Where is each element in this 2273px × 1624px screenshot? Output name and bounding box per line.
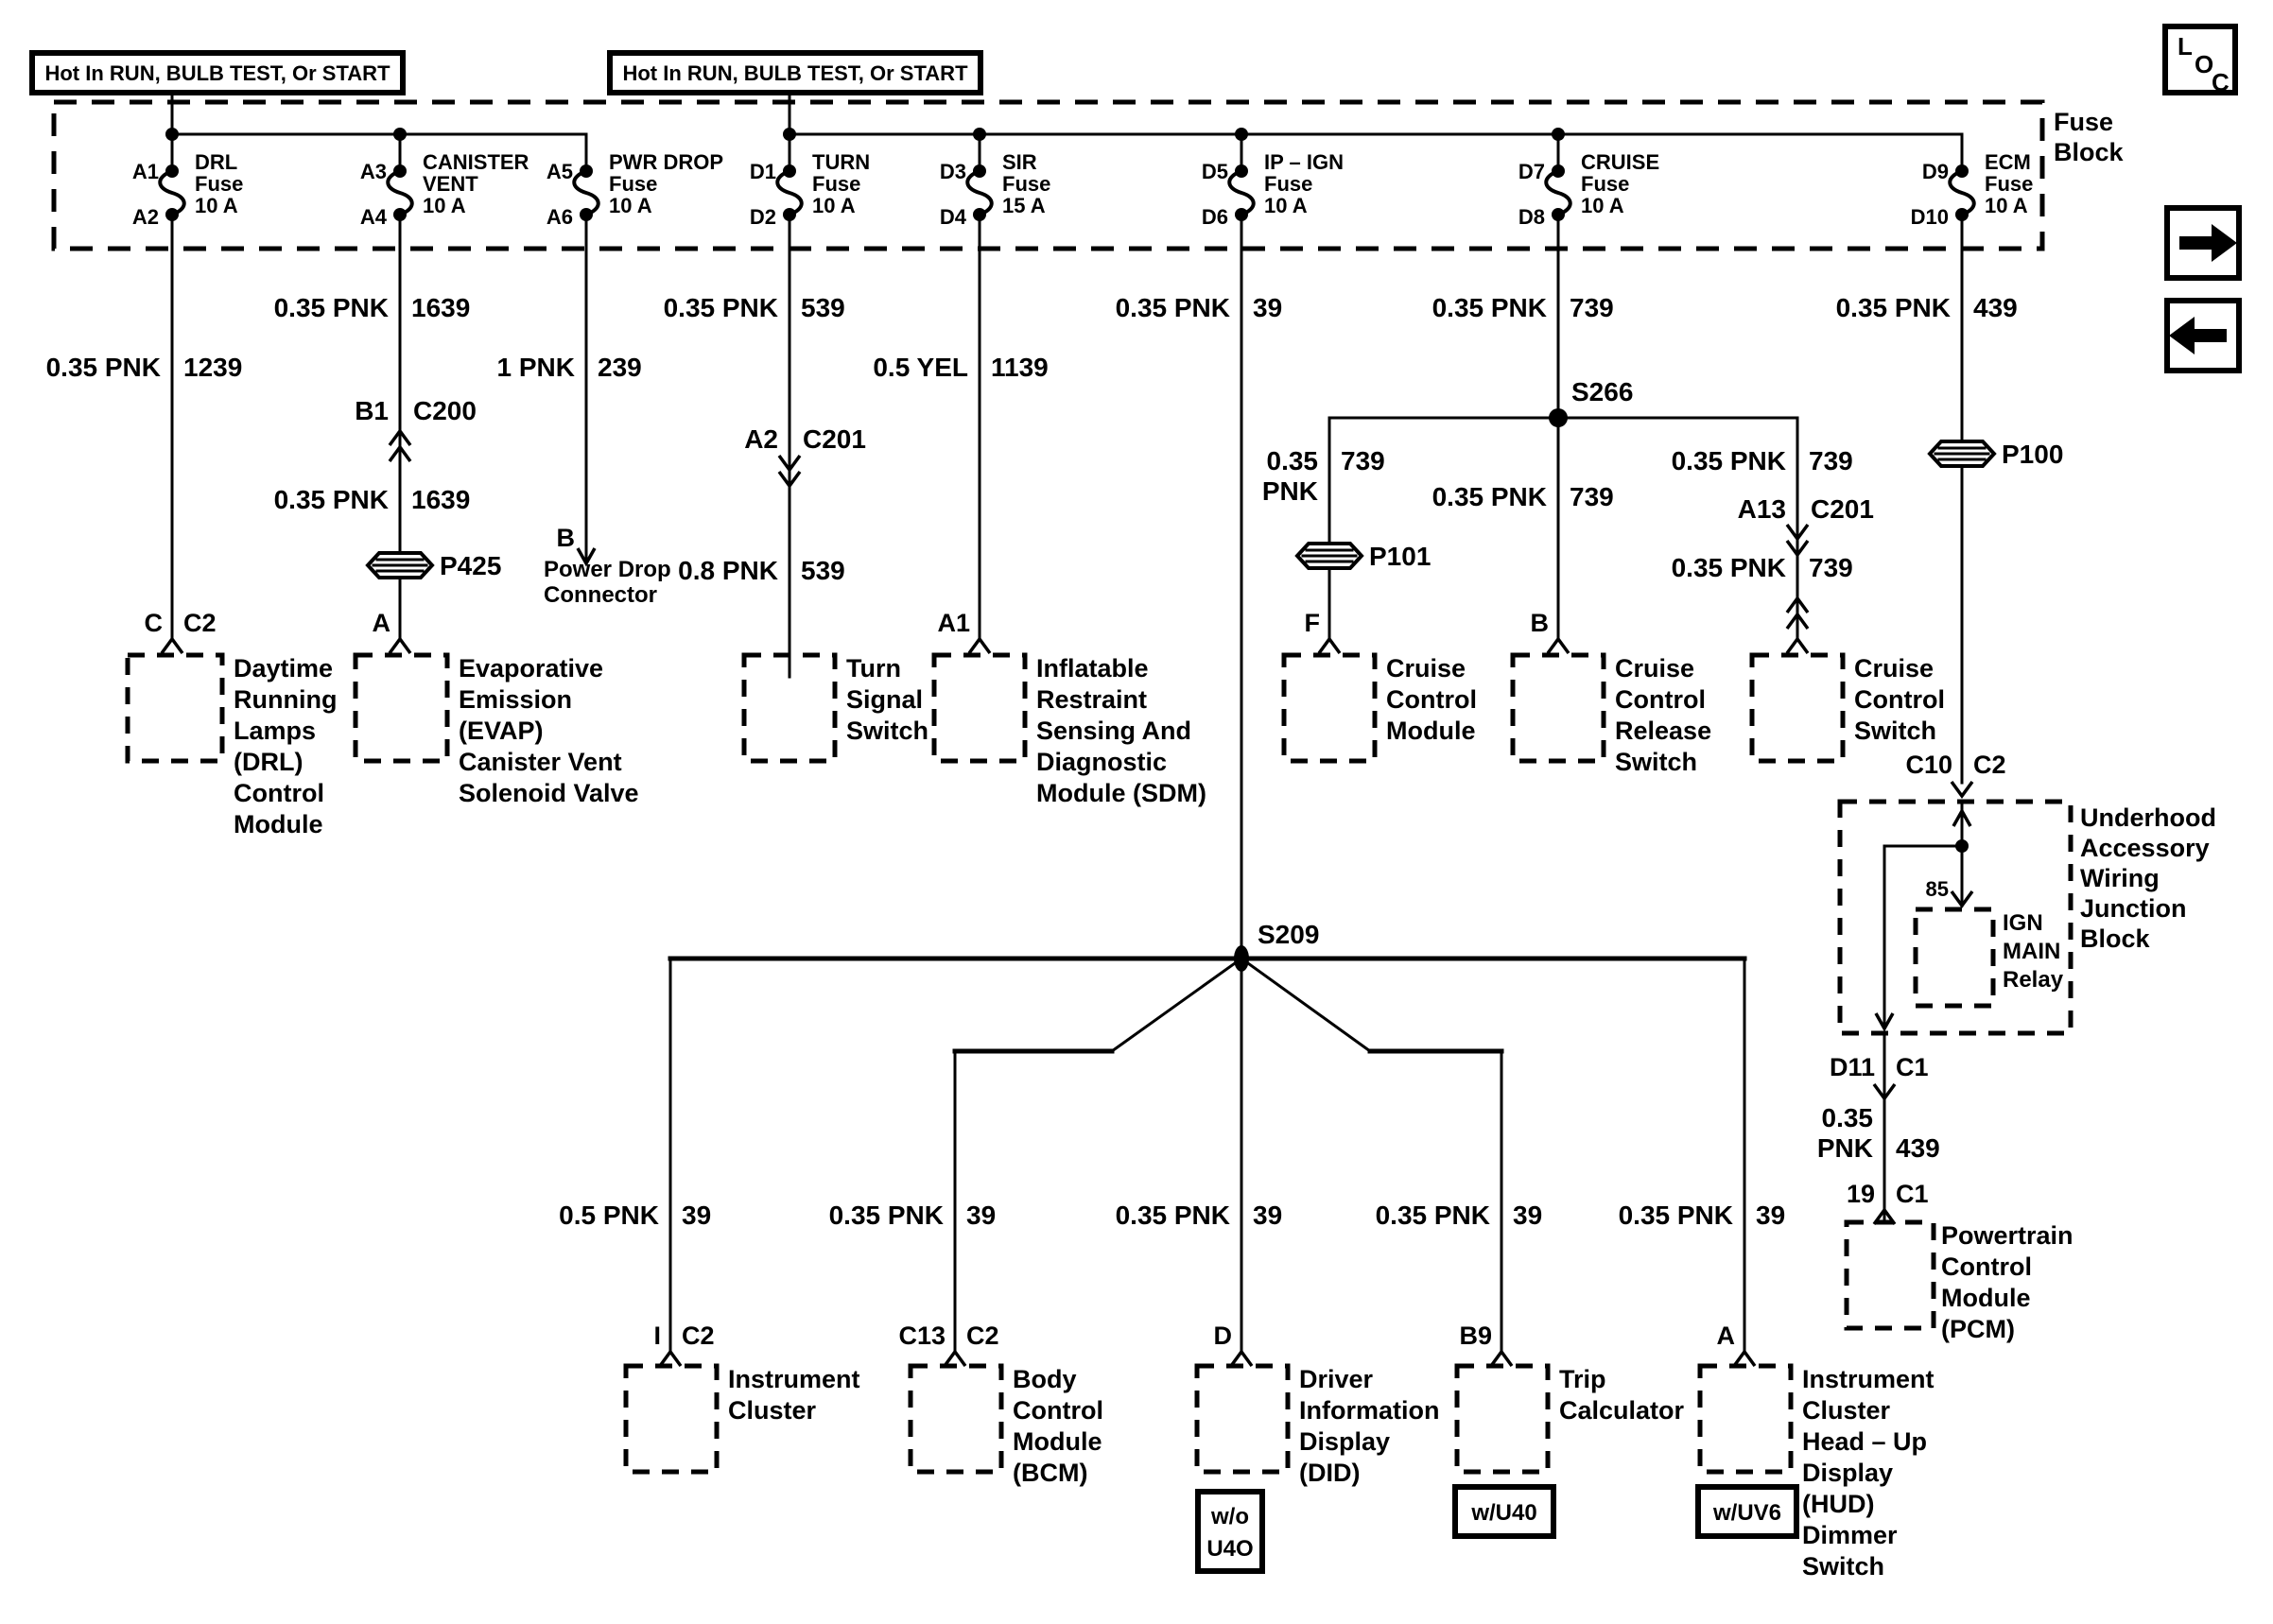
terminal-pin-label: C	[144, 609, 163, 637]
module-label-line: Daytime	[234, 654, 334, 682]
module-label-line: Junction	[2080, 894, 2187, 923]
module-label-line: Instrument	[728, 1365, 860, 1393]
wire-gauge-label: 0.5 YEL	[873, 353, 968, 382]
wire-gauge-label: 0.35 PNK	[828, 1201, 944, 1230]
wire-gauge-label: PNK	[1261, 476, 1318, 506]
module-label-line: Wiring	[2080, 864, 2160, 892]
loc-letter: L	[2178, 32, 2193, 60]
module-label-line: Body	[1013, 1365, 1077, 1393]
module-label-line: Evaporative	[459, 654, 604, 682]
module-label-line: Module	[234, 810, 323, 838]
grommet-label: P101	[1369, 542, 1431, 571]
wire-circuit-label: 39	[1253, 293, 1283, 322]
module-label-line: Cruise	[1615, 654, 1695, 682]
module-label-line: Module	[1013, 1427, 1102, 1456]
fuse-block-label: Block	[2054, 138, 2124, 166]
wire-gauge-label: 0.35 PNK	[1375, 1201, 1490, 1230]
junction-dot	[1955, 839, 1969, 853]
module-label-line: Module (SDM)	[1036, 779, 1206, 807]
module-label-line: Control	[1013, 1396, 1103, 1425]
wire-circuit-label: 1139	[991, 353, 1049, 382]
module-label-line: Dimmer	[1802, 1521, 1898, 1549]
wire-circuit-label: 739	[1570, 293, 1614, 322]
connector-pin-label: A13	[1737, 494, 1786, 524]
wire-circuit-label: 739	[1570, 482, 1614, 511]
grommet-label: P425	[440, 551, 502, 580]
junction-dot	[1235, 128, 1248, 141]
wire-gauge-label: 0.35 PNK	[1671, 553, 1786, 582]
wire-gauge-label: 0.35 PNK	[663, 293, 778, 322]
fuse-pin-label: D7	[1518, 160, 1545, 183]
module-label-line: Emission	[459, 685, 573, 714]
wire-gauge-label: 0.35 PNK	[273, 293, 389, 322]
module-label-line: Accessory	[2080, 834, 2210, 862]
fuse-pin-label: D6	[1201, 205, 1228, 229]
module-label-line: Powertrain	[1941, 1221, 2073, 1250]
module-label-line: Underhood	[2080, 803, 2216, 832]
fuse-name-line: ECM	[1985, 150, 2031, 174]
fuse-pin-label: D1	[749, 160, 776, 183]
module-label-line: Switch	[1802, 1552, 1885, 1581]
power-source-header-label: Hot In RUN, BULB TEST, Or START	[622, 61, 968, 85]
wire-gauge-label: 0.35 PNK	[1115, 293, 1230, 322]
fuse-pin-label: A3	[359, 160, 387, 183]
module-label-line: (EVAP)	[459, 717, 544, 745]
module-label-line: Sensing And	[1036, 717, 1192, 745]
wire-circuit-label: 739	[1809, 553, 1853, 582]
fuse-name-line: DRL	[195, 150, 238, 174]
terminal-pin-label: 19	[1846, 1180, 1875, 1208]
module-label-line: Relay	[2003, 967, 2064, 993]
splice-label: S209	[1258, 920, 1320, 949]
fuse-name-line: 10 A	[812, 194, 856, 217]
module-label-line: IGN	[2003, 910, 2043, 936]
fuse-pin-label: A4	[359, 205, 387, 229]
wire-gauge-label: 0.5 PNK	[559, 1201, 659, 1230]
wire-circuit-label: 539	[801, 556, 845, 585]
module-label-line: Trip	[1559, 1365, 1606, 1393]
module-label-line: Release	[1615, 717, 1712, 745]
junction-dot	[783, 128, 796, 141]
fuse-name-line: 10 A	[1985, 194, 2028, 217]
module-label-line: Restraint	[1036, 685, 1148, 714]
wire-gauge-label: 0.35 PNK	[1431, 293, 1547, 322]
wire-circuit-label: 239	[598, 353, 642, 382]
wire-gauge-label: 0.35 PNK	[1431, 482, 1547, 511]
fuse-name-line: Fuse	[609, 172, 658, 196]
fuse-block-label: Fuse	[2054, 108, 2114, 136]
fuse-pin-label: D10	[1910, 205, 1949, 229]
module-label-line: Signal	[846, 685, 924, 714]
module-label-line: Block	[2080, 924, 2150, 953]
fuse-name-line: 10 A	[609, 194, 652, 217]
terminal-pin-label: D	[1213, 1322, 1232, 1350]
fuse-name-line: CANISTER	[423, 150, 529, 174]
fuse-name-line: 15 A	[1002, 194, 1046, 217]
module-label-line: Instrument	[1802, 1365, 1935, 1393]
option-tag-line: w/o	[1211, 1504, 1249, 1529]
module-label-line: Information	[1299, 1396, 1440, 1425]
module-label-line: Running	[234, 685, 338, 714]
fuse-name-line: Fuse	[1264, 172, 1313, 196]
fuse-name-line: TURN	[812, 150, 871, 174]
grommet-label: P100	[2002, 440, 2064, 469]
wire-gauge-label: PNK	[1816, 1133, 1873, 1163]
terminal-connector-label: C1	[1896, 1053, 1929, 1081]
annotation-line: Power Drop	[544, 557, 671, 582]
option-tag-line: w/U40	[1471, 1500, 1537, 1526]
wire-gauge-label: 0.8 PNK	[678, 556, 778, 585]
option-tag-line: w/UV6	[1712, 1500, 1782, 1526]
power-source-header-label: Hot In RUN, BULB TEST, Or START	[44, 61, 390, 85]
module-label-line: Display	[1299, 1427, 1391, 1456]
fuse-pin-label: D4	[939, 205, 966, 229]
junction-dot	[973, 128, 986, 141]
fuse-name-line: IP – IGN	[1264, 150, 1344, 174]
terminal-pin-label: 85	[1925, 877, 1949, 901]
splice-label: S266	[1571, 377, 1634, 406]
fuse-name-line: Fuse	[195, 172, 244, 196]
module-label-line: Diagnostic	[1036, 748, 1168, 776]
wire-circuit-label: 39	[966, 1201, 997, 1230]
module-label-line: Module	[1941, 1284, 2031, 1312]
module-label-line: Switch	[1854, 717, 1937, 745]
module-label-line: Driver	[1299, 1365, 1374, 1393]
fuse-pin-label: A5	[546, 160, 573, 183]
fuse-name-line: SIR	[1002, 150, 1037, 174]
wire-circuit-label: 539	[801, 293, 845, 322]
module-label-line: Cluster	[1802, 1396, 1891, 1425]
terminal-pin-label: D11	[1829, 1053, 1875, 1081]
fuse-pin-label: D9	[1921, 160, 1949, 183]
wire-gauge-label: 0.35 PNK	[273, 485, 389, 514]
fuse-pin-label: D3	[939, 160, 966, 183]
fuse-pin-label: D5	[1201, 160, 1228, 183]
module-label-line: (PCM)	[1941, 1315, 2015, 1343]
terminal-pin-label: A1	[937, 609, 970, 637]
module-label-line: Module	[1386, 717, 1476, 745]
wire-gauge-label: 0.35	[1266, 446, 1318, 475]
module-label-line: Display	[1802, 1459, 1894, 1487]
junction-dot	[393, 128, 407, 141]
fuse-pin-label: D8	[1518, 205, 1545, 229]
terminal-connector-label: C2	[966, 1322, 999, 1350]
module-label-line: Solenoid Valve	[459, 779, 639, 807]
terminal-pin-label: C10	[1905, 751, 1952, 779]
module-label-line: Control	[1615, 685, 1706, 714]
wire-gauge-label: 1 PNK	[496, 353, 575, 382]
fuse-name-line: Fuse	[812, 172, 861, 196]
junction-dot	[165, 128, 179, 141]
wire-circuit-label: 39	[1756, 1201, 1786, 1230]
wire-gauge-label: 0.35 PNK	[45, 353, 161, 382]
fuse-name-line: CRUISE	[1581, 150, 1660, 174]
wire-gauge-label: 0.35 PNK	[1618, 1201, 1733, 1230]
fuse-name-line: 10 A	[1581, 194, 1624, 217]
module-label-line: Control	[234, 779, 324, 807]
module-label-line: Inflatable	[1036, 654, 1149, 682]
loc-letter: C	[2212, 68, 2230, 96]
wire-circuit-label: 439	[1973, 293, 2018, 322]
loc-letter: O	[2195, 50, 2214, 78]
wire-circuit-label: 39	[682, 1201, 712, 1230]
module-label-line: Switch	[846, 717, 929, 745]
module-label-line: Cluster	[728, 1396, 817, 1425]
module-label-line: Calculator	[1559, 1396, 1685, 1425]
terminal-connector-label: C1	[1896, 1180, 1929, 1208]
wire-circuit-label: 39	[1513, 1201, 1543, 1230]
terminal-connector-label: C2	[1973, 751, 2006, 779]
module-label-line: Head – Up	[1802, 1427, 1928, 1456]
fuse-name-line: Fuse	[1985, 172, 2034, 196]
junction-dot	[1552, 128, 1565, 141]
module-label-line: Cruise	[1854, 654, 1935, 682]
fuse-pin-label: A6	[546, 205, 573, 229]
module-label-line: Switch	[1615, 748, 1698, 776]
fuse-pin-label: D2	[749, 205, 776, 229]
splice-dot	[1549, 408, 1568, 427]
fuse-name-line: 10 A	[195, 194, 238, 217]
module-label-line: Cruise	[1386, 654, 1466, 682]
wire-circuit-label: 1639	[411, 485, 471, 514]
module-label-line: (DID)	[1299, 1459, 1361, 1487]
wire-circuit-label: 439	[1896, 1133, 1940, 1163]
wire-gauge-label: 0.35 PNK	[1835, 293, 1951, 322]
wire-circuit-label: 1639	[411, 293, 471, 322]
annotation-line: Connector	[544, 582, 657, 608]
fuse-name-line: Fuse	[1581, 172, 1630, 196]
terminal-connector-label: C2	[682, 1322, 715, 1350]
fuse-name-line: VENT	[423, 172, 478, 196]
connector-pin-label: B1	[355, 396, 389, 425]
connector-pin-label: A2	[744, 424, 778, 454]
terminal-connector-label: C2	[183, 609, 217, 637]
module-label-line: Control	[1386, 685, 1477, 714]
terminal-pin-label: B	[556, 524, 575, 552]
terminal-pin-label: B9	[1459, 1322, 1492, 1350]
module-label-line: Canister Vent	[459, 748, 622, 776]
module-label-line: Lamps	[234, 717, 317, 745]
splice-dot	[1234, 945, 1249, 972]
wire-gauge-label: 0.35	[1821, 1103, 1873, 1132]
terminal-pin-label: F	[1304, 609, 1320, 637]
terminal-pin-label: A	[372, 609, 390, 637]
module-label-line: (DRL)	[234, 748, 304, 776]
connector-id-label: C201	[1811, 494, 1874, 524]
module-label-line: Control	[1854, 685, 1945, 714]
fuse-pin-label: A1	[131, 160, 159, 183]
fuse-name-line: 10 A	[1264, 194, 1308, 217]
terminal-pin-label: I	[653, 1322, 661, 1350]
wire-circuit-label: 39	[1253, 1201, 1283, 1230]
module-label-line: (BCM)	[1013, 1459, 1088, 1487]
module-label-line: Turn	[846, 654, 901, 682]
wire-circuit-label: 739	[1809, 446, 1853, 475]
module-label-line: (HUD)	[1802, 1490, 1875, 1518]
module-label-line: Control	[1941, 1253, 2032, 1281]
terminal-pin-label: A	[1716, 1322, 1735, 1350]
wire-circuit-label: 739	[1341, 446, 1385, 475]
fuse-name-line: Fuse	[1002, 172, 1051, 196]
option-tag-line: U4O	[1206, 1536, 1254, 1562]
wire-circuit-label: 1239	[183, 353, 243, 382]
terminal-pin-label: C13	[898, 1322, 946, 1350]
wire-gauge-label: 0.35 PNK	[1671, 446, 1786, 475]
wire-gauge-label: 0.35 PNK	[1115, 1201, 1230, 1230]
terminal-pin-label: B	[1530, 609, 1549, 637]
module-label-line: MAIN	[2003, 939, 2061, 964]
fuse-name-line: PWR DROP	[609, 150, 723, 174]
fuse-pin-label: A2	[131, 205, 159, 229]
connector-id-label: C200	[413, 396, 477, 425]
fuse-name-line: 10 A	[423, 194, 466, 217]
connector-id-label: C201	[803, 424, 866, 454]
